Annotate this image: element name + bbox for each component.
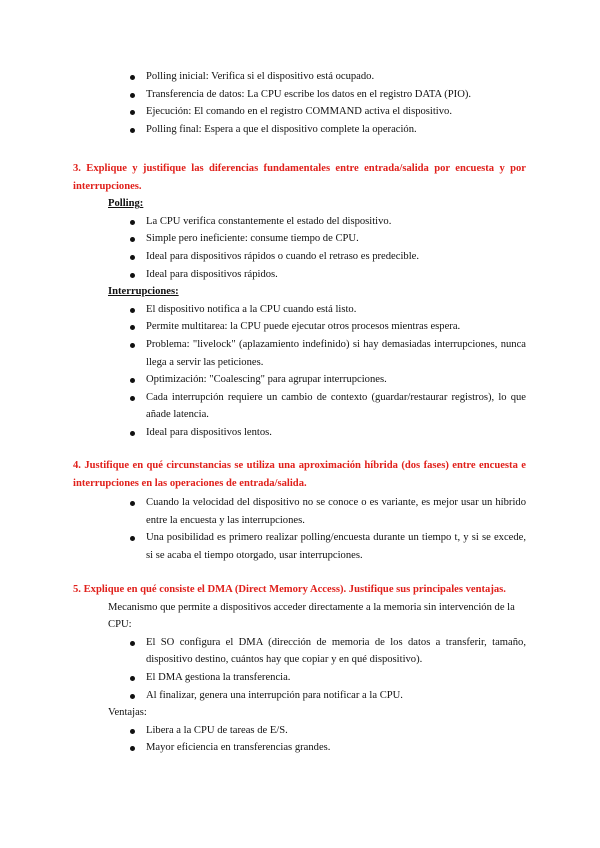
bullet-icon: [130, 676, 135, 681]
question-5-title: 5. Explique en qué consiste el DMA (Direct Memory Access). Justifique sus principales ventajas.: [73, 584, 506, 595]
list-item: Ejecución: El comando en el registro COMMAND activa el dispositivo.: [0, 103, 600, 121]
list-item: Problema: "livelock" (aplazamiento indefinido) si hay demasiadas interrupciones, nunca llega a servir las peticiones.: [0, 336, 600, 371]
bullet-icon: [130, 237, 135, 242]
list-item: Cada interrupción requiere un cambio de contexto (guardar/restaurar registros), lo que añade latencia.: [0, 389, 600, 424]
bullet-icon: [130, 343, 135, 348]
list-item: El DMA gestiona la transferencia.: [0, 669, 600, 687]
bullet-icon: [130, 325, 135, 330]
bullet-icon: [130, 746, 135, 751]
advantages-list: [0, 722, 600, 757]
advantages-label: Ventajas:: [108, 707, 147, 719]
bullet-icon: [130, 110, 135, 115]
polling-heading: Polling:: [108, 198, 144, 210]
bullet-icon: [130, 536, 135, 541]
bullet-icon: [130, 308, 135, 313]
bullet-icon: [130, 93, 135, 98]
question-4-title: 4. Justifique en qué circunstancias se utiliza una aproximación híbrida (dos fases) entre encuesta e interrupciones en las operaciones de entrada/salida.: [73, 460, 526, 489]
list-item: Permite multitarea: la CPU puede ejecutar otros procesos mientras espera.: [0, 318, 600, 336]
list-item: Polling inicial: Verifica si el dispositivo está ocupado.: [0, 68, 600, 86]
list-item: Libera a la CPU de tareas de E/S.: [0, 722, 600, 740]
question-3-section: [0, 160, 600, 442]
list-item: El SO configura el DMA (dirección de memoria de los datos a transferir, tamaño, dispositivo destino, cuántos hay que copiar y en qué dispositivo).: [0, 634, 600, 669]
question-4-section: [0, 457, 600, 565]
polling-list: [0, 213, 600, 283]
bullet-icon: [130, 501, 135, 506]
bullet-icon: [130, 273, 135, 278]
bullet-icon: [130, 729, 135, 734]
list-item: Polling final: Espera a que el dispositivo complete la operación.: [0, 121, 600, 139]
bullet-icon: [130, 641, 135, 646]
list-item: Ideal para dispositivos lentos.: [0, 424, 600, 442]
list-item: Optimización: "Coalescing" para agrupar interrupciones.: [0, 371, 600, 389]
dma-description: Mecanismo que permite a dispositivos acceder directamente a la memoria sin intervención de la CPU:: [108, 601, 515, 631]
list-item: La CPU verifica constantemente el estado del dispositivo.: [0, 213, 600, 231]
list-item: Mayor eficiencia en transferencias grandes.: [0, 739, 600, 757]
question-5-section: [0, 581, 600, 757]
intro-section: [0, 68, 600, 138]
bullet-icon: [130, 694, 135, 699]
hybrid-list: [0, 494, 600, 564]
list-item: Al finalizar, genera una interrupción para notificar a la CPU.: [0, 687, 600, 705]
list-item: El dispositivo notifica a la CPU cuando está listo.: [0, 301, 600, 319]
bullet-icon: [130, 255, 135, 260]
dma-steps-list: [0, 634, 600, 704]
list-item: Una posibilidad es primero realizar polling/encuesta durante un tiempo t, y si se excede, si se acaba el tiempo otorgado, usar interrupciones.: [0, 529, 600, 564]
question-3-title: 3. Explique y justifique las diferencias fundamentales entre entrada/salida por encuesta y por interrupciones.: [73, 163, 526, 192]
bullet-icon: [130, 396, 135, 401]
list-item: Cuando la velocidad del dispositivo no se conoce o es variante, es mejor usar un híbrido entre la encuesta y las interrupciones.: [0, 494, 600, 529]
bullet-icon: [130, 220, 135, 225]
intro-list: [0, 68, 600, 138]
interrupts-list: [0, 301, 600, 442]
bullet-icon: [130, 128, 135, 133]
interrupts-heading: Interrupciones:: [108, 286, 179, 298]
bullet-icon: [130, 431, 135, 436]
list-item: Simple pero ineficiente: consume tiempo de CPU.: [0, 230, 600, 248]
list-item: Ideal para dispositivos rápidos.: [0, 266, 600, 284]
list-item: Ideal para dispositivos rápidos o cuando el retraso es predecible.: [0, 248, 600, 266]
bullet-icon: [130, 75, 135, 80]
bullet-icon: [130, 378, 135, 383]
list-item: Transferencia de datos: La CPU escribe los datos en el registro DATA (PIO).: [0, 86, 600, 104]
